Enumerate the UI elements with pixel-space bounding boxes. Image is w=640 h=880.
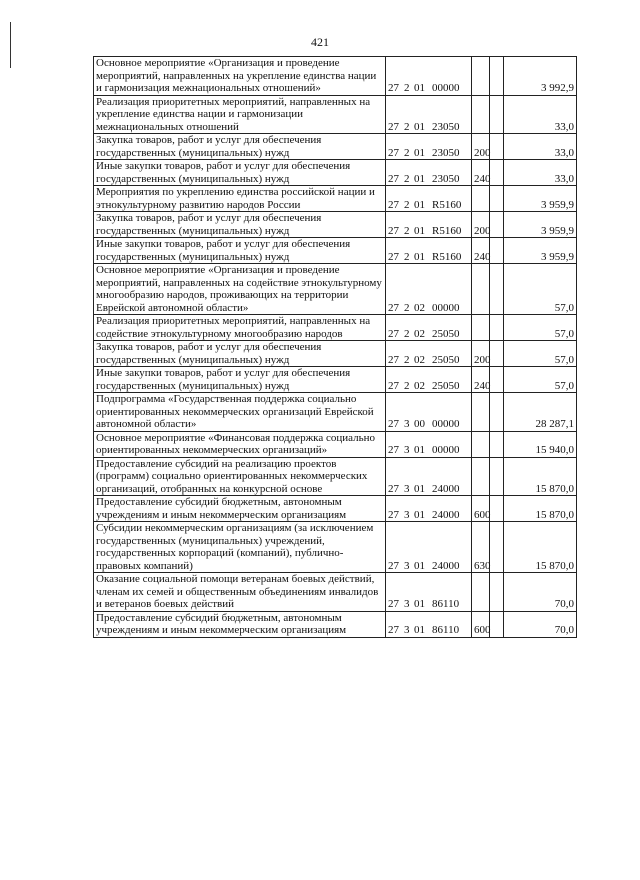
code-part: 23050	[432, 172, 460, 185]
row-name: Закупка товаров, работ и услуг для обеспечения государственных (муниципальных) нужд	[94, 134, 386, 160]
row-expense-type: 200	[472, 134, 490, 160]
code-part: 3	[404, 559, 410, 572]
row-expense-type: 240	[472, 238, 490, 264]
code-part: 3	[404, 444, 410, 456]
table-row	[94, 264, 577, 315]
budget-table-body	[94, 57, 577, 638]
row-sum: 28 287,1	[504, 393, 577, 432]
row-empty-cell	[490, 496, 504, 522]
row-name: Закупка товаров, работ и услуг для обеспечения государственных (муниципальных) нужд	[94, 212, 386, 238]
page-number: 421	[311, 35, 329, 49]
code-part: 02	[414, 301, 425, 314]
row-code	[386, 134, 472, 160]
row-expense-type: 240	[472, 367, 490, 393]
code-part: 00000	[432, 444, 460, 456]
code-part: 86110	[432, 598, 460, 610]
code-part: 27	[388, 379, 399, 392]
budget-table	[93, 56, 577, 638]
code-part: 27	[388, 146, 399, 159]
row-expense-type: 600	[472, 611, 490, 637]
row-expense-type	[472, 393, 490, 432]
code-part: 27	[388, 353, 399, 366]
code-part: 00000	[432, 418, 460, 430]
row-code	[386, 611, 472, 637]
row-empty-cell	[490, 367, 504, 393]
row-name: Предоставление субсидий бюджетным, автономным учреждениям и иным некоммерческим организациям	[94, 496, 386, 522]
code-part: 25050	[432, 353, 460, 366]
code-part: 27	[388, 327, 399, 340]
row-code	[386, 573, 472, 612]
row-name: Реализация приоритетных мероприятий, направленных на содействие этнокультурному многообразию народов	[94, 315, 386, 341]
row-sum: 3 959,9	[504, 186, 577, 212]
code-part: 01	[414, 250, 425, 263]
row-name: Иные закупки товаров, работ и услуг для обеспечения государственных (муниципальных) нужд	[94, 367, 386, 393]
row-empty-cell	[490, 393, 504, 432]
code-part: 2	[404, 327, 410, 340]
table-row	[94, 95, 577, 134]
row-sum: 15 870,0	[504, 496, 577, 522]
code-part: 2	[404, 120, 410, 133]
row-name: Подпрограмма «Государственная поддержка социально ориентированных некоммерческих организаций Еврейской автономной области»	[94, 393, 386, 432]
row-sum: 15 940,0	[504, 431, 577, 457]
code-part: 01	[414, 146, 425, 159]
code-part: 24000	[432, 508, 460, 521]
table-row	[94, 573, 577, 612]
code-part: 01	[414, 598, 425, 610]
code-part: 2	[404, 146, 410, 159]
table-row	[94, 367, 577, 393]
row-expense-type	[472, 431, 490, 457]
row-expense-type	[472, 315, 490, 341]
row-sum: 15 870,0	[504, 457, 577, 496]
row-empty-cell	[490, 573, 504, 612]
code-part: 2	[404, 172, 410, 185]
row-expense-type: 630	[472, 522, 490, 573]
row-name: Основное мероприятие «Финансовая поддержка социально ориентированных некоммерческих организаций»	[94, 431, 386, 457]
table-row	[94, 431, 577, 457]
table-row	[94, 457, 577, 496]
row-sum: 33,0	[504, 160, 577, 186]
table-row	[94, 611, 577, 637]
code-part: 27	[388, 301, 399, 314]
table-row	[94, 160, 577, 186]
code-part: 01	[414, 82, 425, 94]
row-sum: 15 870,0	[504, 522, 577, 573]
row-empty-cell	[490, 95, 504, 134]
row-expense-type: 200	[472, 212, 490, 238]
row-sum: 57,0	[504, 367, 577, 393]
row-empty-cell	[490, 57, 504, 96]
row-sum: 70,0	[504, 573, 577, 612]
code-part: 01	[414, 198, 425, 211]
code-part: 3	[404, 624, 410, 636]
row-code	[386, 341, 472, 367]
row-expense-type: 200	[472, 341, 490, 367]
table-row	[94, 341, 577, 367]
code-part: 2	[404, 301, 410, 314]
code-part: 02	[414, 379, 425, 392]
code-part: R5160	[432, 224, 462, 237]
code-part: 27	[388, 224, 399, 237]
row-sum: 57,0	[504, 341, 577, 367]
code-part: 27	[388, 559, 399, 572]
row-empty-cell	[490, 186, 504, 212]
row-expense-type	[472, 264, 490, 315]
row-name: Мероприятия по укреплению единства российской нации и этнокультурному развитию народов России	[94, 186, 386, 212]
code-part: 3	[404, 418, 410, 430]
row-name: Предоставление субсидий на реализацию проектов (программ) социально ориентированных некоммерческих организаций, отобранных на конкурсной основе	[94, 457, 386, 496]
code-part: 01	[414, 508, 425, 521]
row-expense-type	[472, 95, 490, 134]
row-expense-type: 240	[472, 160, 490, 186]
row-empty-cell	[490, 134, 504, 160]
code-part: 25050	[432, 327, 460, 340]
code-part: 02	[414, 327, 425, 340]
row-empty-cell	[490, 238, 504, 264]
code-part: 27	[388, 250, 399, 263]
code-part: 27	[388, 482, 399, 495]
row-expense-type	[472, 57, 490, 96]
row-code	[386, 393, 472, 432]
code-part: 27	[388, 198, 399, 211]
row-empty-cell	[490, 431, 504, 457]
row-code	[386, 95, 472, 134]
code-part: 2	[404, 353, 410, 366]
row-name: Субсидии некоммерческим организациям (за исключением государственных (муниципальных) учреждений, государственных корпораций (компаний), публично-правовых компаний)	[94, 522, 386, 573]
row-code	[386, 367, 472, 393]
table-row	[94, 393, 577, 432]
code-part: 2	[404, 198, 410, 211]
code-part: R5160	[432, 250, 462, 263]
row-name: Иные закупки товаров, работ и услуг для обеспечения государственных (муниципальных) нужд	[94, 238, 386, 264]
row-name: Основное мероприятие «Организация и проведение мероприятий, направленных на укрепление единства нации и гармонизация межнациональных отношений»	[94, 57, 386, 96]
row-code	[386, 264, 472, 315]
code-part: 24000	[432, 482, 460, 495]
row-empty-cell	[490, 315, 504, 341]
row-name: Иные закупки товаров, работ и услуг для обеспечения государственных (муниципальных) нужд	[94, 160, 386, 186]
table-row	[94, 57, 577, 96]
row-expense-type	[472, 186, 490, 212]
row-code	[386, 186, 472, 212]
code-part: 27	[388, 444, 399, 456]
code-part: 01	[414, 624, 425, 636]
code-part: 3	[404, 482, 410, 495]
row-sum: 33,0	[504, 95, 577, 134]
row-sum: 3 959,9	[504, 212, 577, 238]
code-part: 23050	[432, 146, 460, 159]
row-code	[386, 315, 472, 341]
row-sum: 70,0	[504, 611, 577, 637]
code-part: 01	[414, 120, 425, 133]
code-part: 01	[414, 482, 425, 495]
code-part: 86110	[432, 624, 460, 636]
row-empty-cell	[490, 264, 504, 315]
row-code	[386, 238, 472, 264]
code-part: 01	[414, 444, 425, 456]
table-row	[94, 238, 577, 264]
code-part: 27	[388, 598, 399, 610]
code-part: 25050	[432, 379, 460, 392]
row-sum: 3 959,9	[504, 238, 577, 264]
row-code	[386, 522, 472, 573]
row-empty-cell	[490, 160, 504, 186]
code-part: 27	[388, 418, 399, 430]
table-row	[94, 496, 577, 522]
code-part: 23050	[432, 120, 460, 133]
code-part: 3	[404, 508, 410, 521]
code-part: 2	[404, 379, 410, 392]
row-code	[386, 457, 472, 496]
row-empty-cell	[490, 457, 504, 496]
table-row	[94, 522, 577, 573]
row-name: Реализация приоритетных мероприятий, направленных на укрепление единства нации и гармонизации межнациональных отношений	[94, 95, 386, 134]
row-sum: 3 992,9	[504, 57, 577, 96]
code-part: 2	[404, 224, 410, 237]
row-sum: 33,0	[504, 134, 577, 160]
code-part: 27	[388, 120, 399, 133]
row-expense-type: 600	[472, 496, 490, 522]
row-code	[386, 57, 472, 96]
code-part: 27	[388, 172, 399, 185]
row-empty-cell	[490, 212, 504, 238]
code-part: 2	[404, 82, 410, 94]
code-part: 01	[414, 172, 425, 185]
code-part: 24000	[432, 559, 460, 572]
code-part: 01	[414, 559, 425, 572]
row-name: Оказание социальной помощи ветеранам боевых действий, членам их семей и общественным объединениям инвалидов и ветеранов боевых действий	[94, 573, 386, 612]
code-part: 02	[414, 353, 425, 366]
row-empty-cell	[490, 341, 504, 367]
code-part: 01	[414, 224, 425, 237]
code-part: 27	[388, 82, 399, 94]
table-row	[94, 186, 577, 212]
row-expense-type	[472, 573, 490, 612]
row-code	[386, 496, 472, 522]
row-empty-cell	[490, 611, 504, 637]
code-part: 00000	[432, 301, 460, 314]
row-name: Закупка товаров, работ и услуг для обеспечения государственных (муниципальных) нужд	[94, 341, 386, 367]
code-part: 00000	[432, 82, 460, 94]
row-sum: 57,0	[504, 264, 577, 315]
code-part: R5160	[432, 198, 462, 211]
row-expense-type	[472, 457, 490, 496]
table-row	[94, 134, 577, 160]
table-row	[94, 315, 577, 341]
code-part: 27	[388, 624, 399, 636]
code-part: 00	[414, 418, 425, 430]
row-code	[386, 160, 472, 186]
table-row	[94, 212, 577, 238]
code-part: 2	[404, 250, 410, 263]
row-code	[386, 431, 472, 457]
row-code	[386, 212, 472, 238]
row-sum: 57,0	[504, 315, 577, 341]
row-empty-cell	[490, 522, 504, 573]
row-name: Основное мероприятие «Организация и проведение мероприятий, направленных на содействие этнокультурному многообразию народов, проживающих на территории Еврейской автономной области»	[94, 264, 386, 315]
code-part: 27	[388, 508, 399, 521]
code-part: 3	[404, 598, 410, 610]
row-name: Предоставление субсидий бюджетным, автономным учреждениям и иным некоммерческим организациям	[94, 611, 386, 637]
